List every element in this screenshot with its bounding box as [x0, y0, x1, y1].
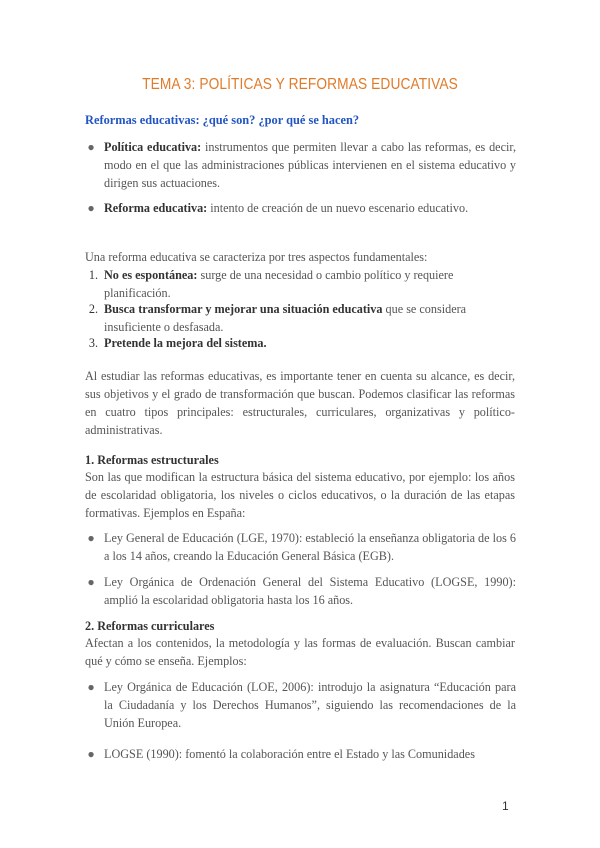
term: Reforma educativa:	[104, 201, 208, 215]
list-item	[87, 573, 516, 609]
term: Política educativa:	[104, 140, 202, 154]
section-title: 1. Reformas estructurales	[85, 453, 219, 467]
page-title: TEMA 3: POLÍTICAS Y REFORMAS EDUCATIVAS	[142, 76, 458, 93]
term: No es espontánea:	[104, 268, 198, 282]
list-item	[87, 529, 516, 565]
list-item	[87, 138, 516, 192]
section-intro: Son las que modifican la estructura básica del sistema educativo, por ejemplo: los años de escolaridad obligatoria, los niveles o ciclos educativos, o la duración de las etapas formativas. Ejemplos en España:	[85, 470, 515, 520]
study-paragraph: Al estudiar las reformas educativas, es importante tener en cuenta su alcance, es decir, sus objetivos y el grado de transformación que buscan. Podemos clasificar las reformas en cuatro tipos principales: estructurales, curriculares, organizativas y político-administrativas.	[85, 369, 515, 437]
definition-text: intento de creación de un nuevo escenario educativo.	[207, 201, 469, 215]
list-number: 3.	[88, 336, 98, 350]
item-text: Ley Orgánica de Ordenación General del Sistema Educativo (LOGSE, 1990): amplió la escolaridad obligatoria hasta los 16 años.	[104, 575, 516, 607]
question-heading: Reformas educativas: ¿qué son? ¿por qué se hacen?	[85, 113, 360, 127]
bullet-icon: ●	[87, 575, 95, 589]
list-item	[88, 266, 516, 302]
list-item	[87, 678, 516, 732]
term: Pretende la mejora del sistema.	[104, 336, 267, 350]
aspect-text: surge de una necesidad o cambio político y requiere planificación.	[104, 268, 454, 300]
page-number: 1	[502, 799, 509, 813]
section-intro: Afectan a los contenidos, la metodología y las formas de evaluación. Buscan cambiar qué y cómo se enseña. Ejemplos:	[85, 636, 515, 668]
bullet-icon: ●	[87, 201, 95, 215]
bullet-icon: ●	[87, 747, 95, 761]
aspects-intro: Una reforma educativa se caracteriza por tres aspectos fundamentales:	[85, 250, 428, 264]
item-text: LOGSE (1990): fomentó la colaboración entre el Estado y las Comunidades	[104, 747, 475, 761]
item-text: Ley General de Educación (LGE, 1970): estableció la enseñanza obligatoria de los 6 a los 14 años, creando la Educación General Básica (EGB).	[104, 531, 516, 563]
bullet-icon: ●	[87, 680, 95, 694]
list-number: 1.	[88, 268, 98, 282]
aspect-text: que se considera insuficiente o desfasada.	[104, 302, 467, 334]
list-number: 2.	[88, 302, 98, 316]
term: Busca transformar y mejorar una situación educativa	[104, 302, 383, 316]
list-item	[87, 745, 516, 763]
list-item	[88, 334, 516, 352]
list-item	[87, 199, 516, 217]
definition-text: instrumentos que permiten llevar a cabo las reformas, es decir, modo en el que las administraciones públicas intervienen en el sistema educativo y dirigen sus actuaciones.	[104, 140, 516, 190]
item-text: Ley Orgánica de Educación (LOE, 2006): introdujo la asignatura “Educación para la Ciudadanía y los Derechos Humanos”, siguiendo las recomendaciones de la Unión Europea.	[104, 680, 516, 730]
list-item	[88, 300, 516, 336]
bullet-icon: ●	[87, 140, 95, 154]
section-title: 2. Reformas curriculares	[85, 619, 215, 633]
bullet-icon: ●	[87, 531, 95, 545]
